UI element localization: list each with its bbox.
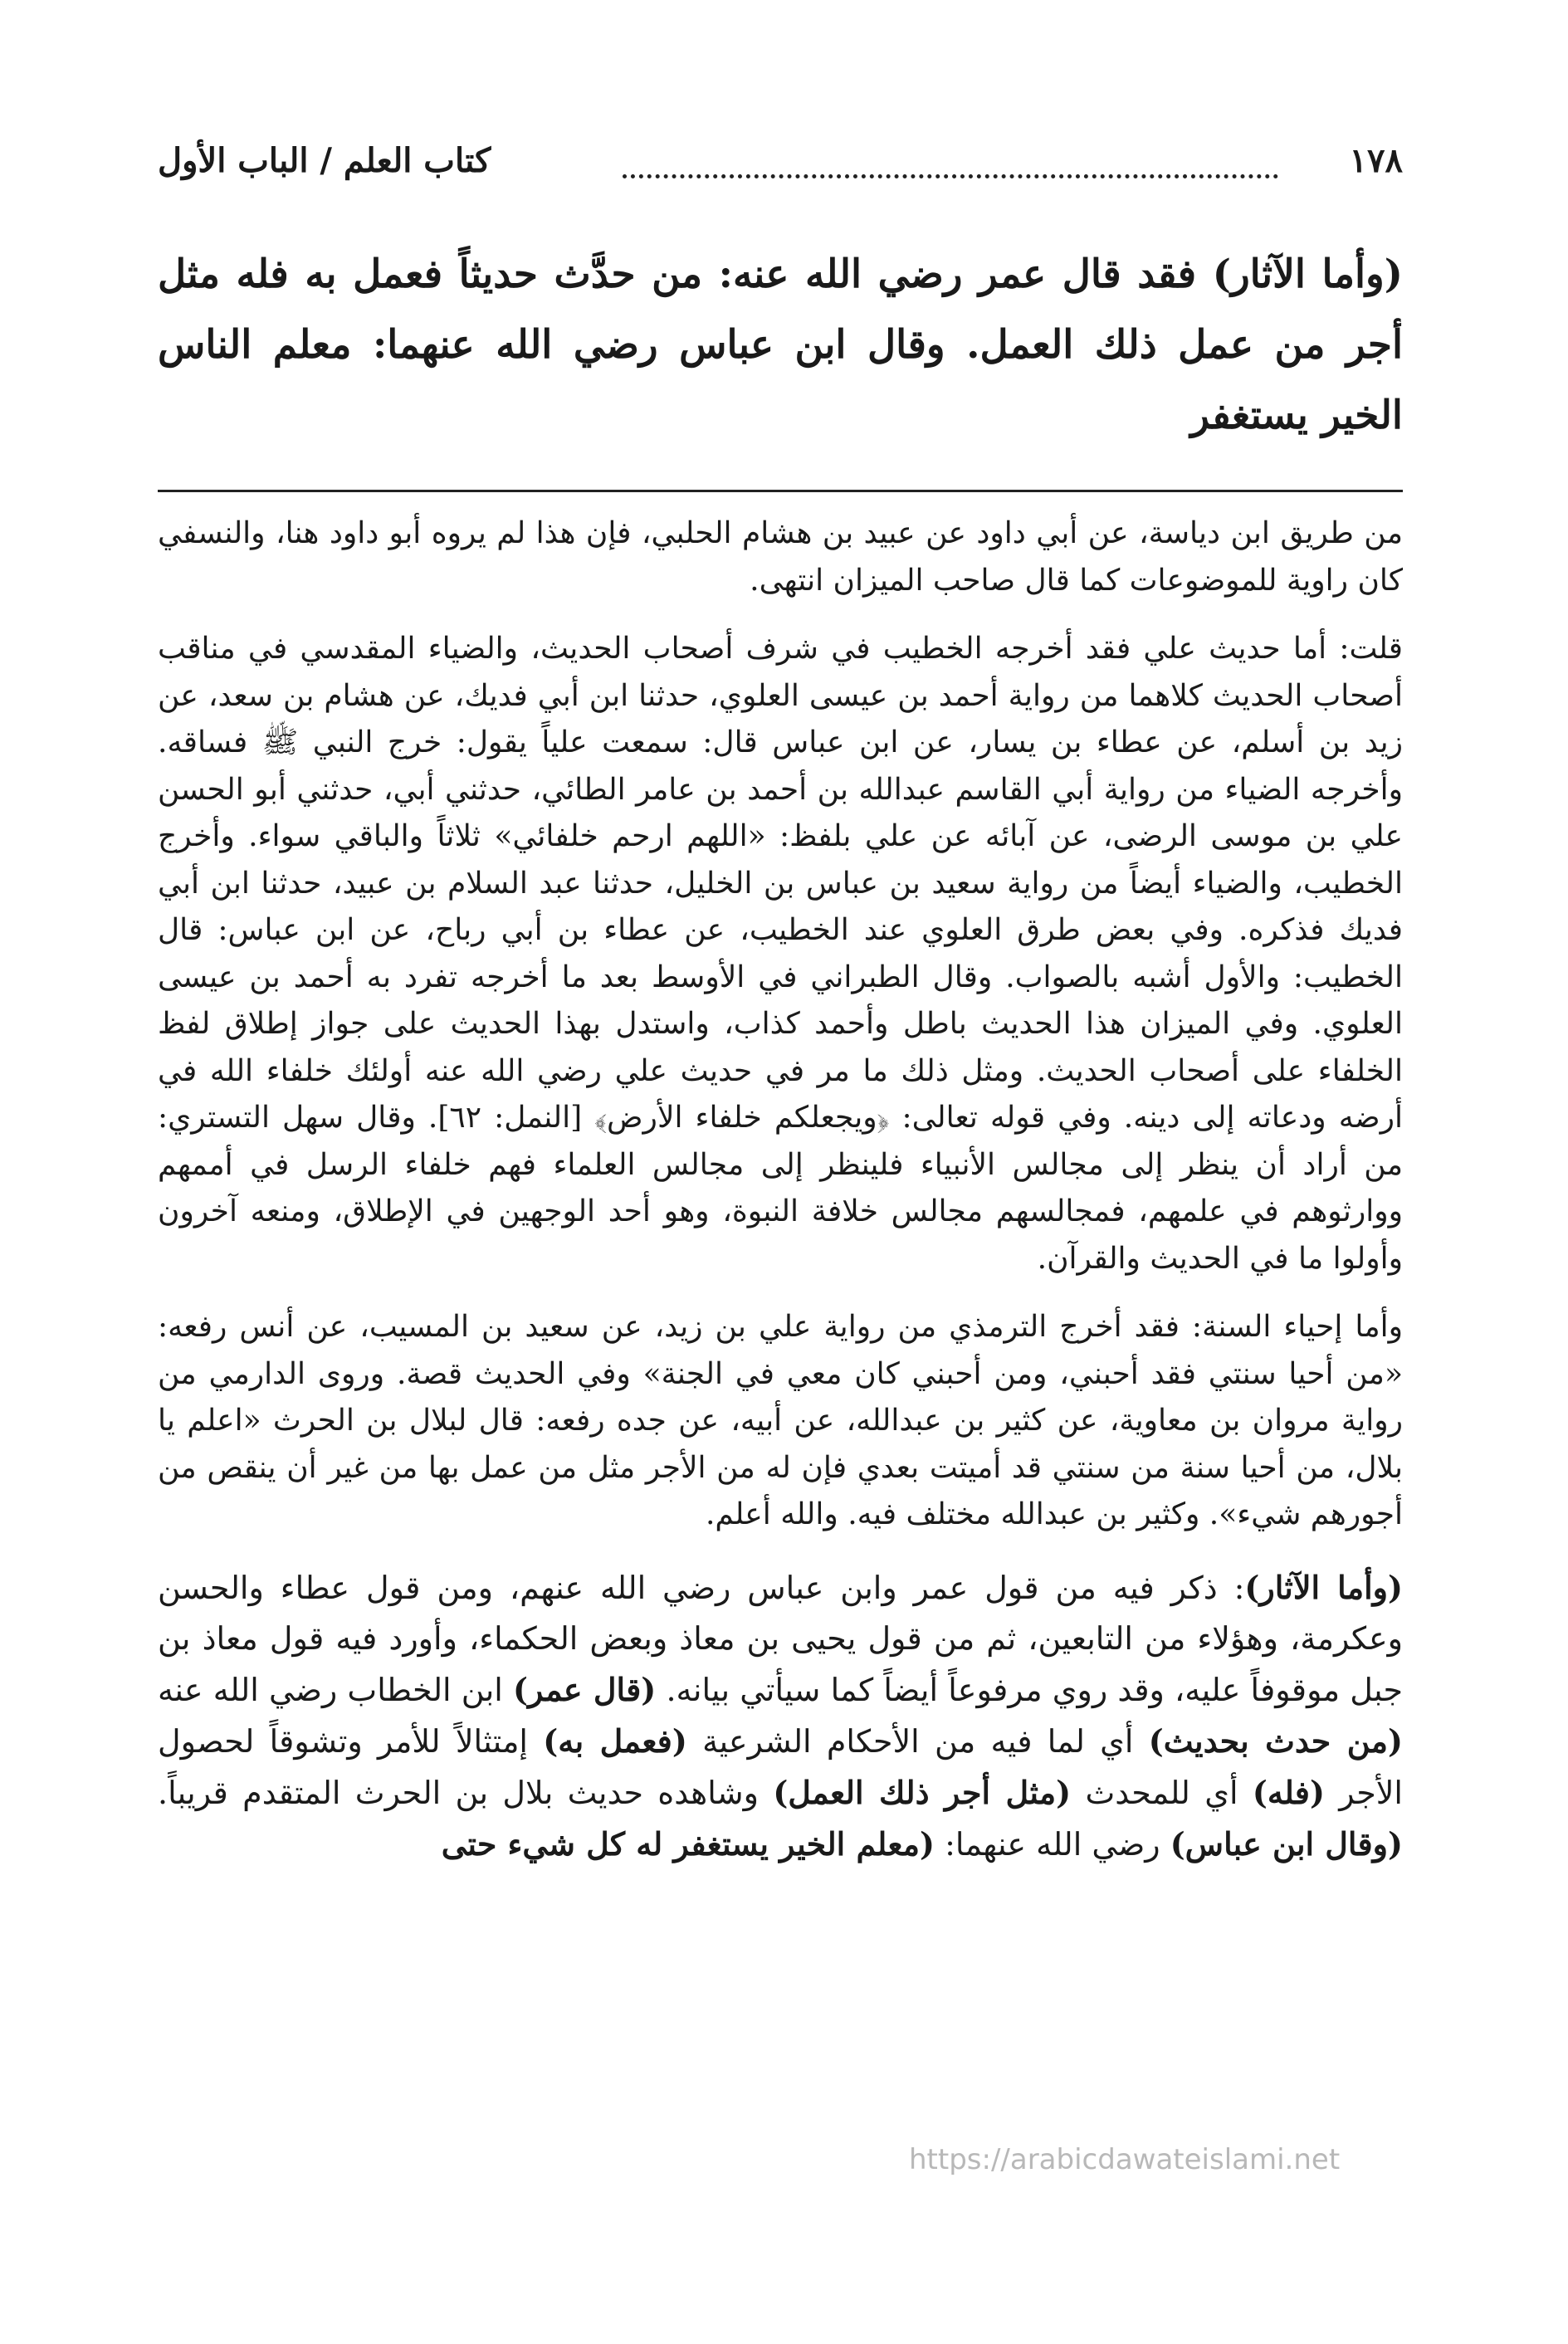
commentary-text: إمتثالاً للأمر وتشوقاً لحصول الأجر — [158, 1722, 1403, 1811]
commentary-lemma: (مثل أجر ذلك العمل) — [773, 1773, 1072, 1811]
commentary-lemma: (وقال ابن عباس) — [1170, 1824, 1403, 1863]
commentary-lemma: (من حدث بحديث) — [1148, 1721, 1403, 1760]
commentary-text: ابن الخطاب رضي الله عنه — [158, 1671, 514, 1708]
page-number: ١٧٨ — [1349, 141, 1403, 180]
watermark-url: https://arabicdawateislami.net — [909, 2143, 1341, 2176]
footnote-paragraph: وأما إحياء السنة: فقد أخرج الترمذي من رواية علي بن زيد، عن سعيد بن المسيب، عن أنس رفعه: «من أحيا سنتي فقد أحبني، ومن أحبني كان معي في الجنة» وفي الحديث قصة. وروى الدارمي من رواية مروان بن معاوية، عن كثير بن عبدالله، عن أبيه، عن جده رفعه: قال لبلال بن الحرث «اعلم يا بلال، من أحيا سنة من سنتي قد أميتت بعدي فإن له من الأجر مثل من عمل بها من غير أن ينقص من أجورهم شيء». وكثير بن عبدالله مختلف فيه. والله أعلم. — [158, 1310, 1403, 1531]
commentary-text: : ذكر فيه من قول عمر وابن عباس رضي الله عنهم، ومن قول عطاء والحسن وعكرمة، وهؤلاء من التابعين، ثم من قول يحيى بن معاذ وبعض الحكماء، وأورد فيه قول معاذ بن جبل موقوفاً عليه، وقد روي مرفوعاً أيضاً كما سيأتي بيانه. — [158, 1569, 1403, 1708]
footnote-paragraph: من طريق ابن دياسة، عن أبي داود عن عبيد بن هشام الحلبي، فإن هذا لم يروه أبو داود هنا، والنسفي كان راوية للموضوعات كما قال صاحب الميزان انتهى. — [158, 516, 1403, 598]
commentary-lemma: (فله) — [1252, 1773, 1325, 1811]
commentary-text: أي للمحدث — [1071, 1774, 1253, 1811]
book-page — [158, 141, 1403, 1902]
commentary-lemma: (وأما الآثار) — [1244, 1568, 1404, 1606]
commentary-text: أي لما فيه من الأحكام الشرعية — [686, 1722, 1149, 1760]
commentary-lemma: (فعمل به) — [543, 1721, 687, 1760]
separator-rule — [158, 490, 1403, 492]
footnote-paragraph: قلت: أما حديث علي فقد أخرجه الخطيب في شرف أصحاب الحديث، والضياء المقدسي في مناقب أصحاب الحديث كلاهما من رواية أحمد بن عيسى العلوي، حدثنا ابن أبي فديك، عن هشام بن سعد، عن زيد بن أسلم، عن عطاء بن يسار، عن ابن عباس قال: سمعت علياً يقول: خرج النبي ﷺ فساقه. وأخرجه الضياء من رواية أبي القاسم عبدالله بن أحمد بن عامر الطائي، حدثني أبي، حدثني أبو الحسن علي بن موسى الرضى، عن آبائه عن علي بلفظ: «اللهم ارحم خلفائي» ثلاثاً والباقي سواء. وأخرج الخطيب، والضياء أيضاً من رواية سعيد بن عباس بن الخليل، حدثنا عبد السلام بن عبيد، حدثنا ابن أبي فديك فذكره. وفي بعض طرق العلوي عند الخطيب، عن عطاء بن أبي رباح، عن ابن عباس: قال الخطيب: والأول أشبه بالصواب. وقال الطبراني في الأوسط بعد ما أخرجه تفرد به أحمد بن عيسى العلوي. وفي الميزان هذا الحديث باطل وأحمد كذاب، واستدل بهذا الحديث على جواز إطلاق لفظ الخلفاء على أصحاب الحديث. ومثل ذلك ما مر في حديث علي رضي الله عنه أولئك خلفاء الله في أرضه ودعاته إلى دينه. وفي قوله تعالى: ﴿ويجعلكم خلفاء الأرض﴾ [النمل: ٦٢]. وقال سهل التستري: من أراد أن ينظر إلى مجالس الأنبياء فلينظر إلى مجالس العلماء فهم خلفاء الرسل في أممهم ووارثوهم في علمهم، فمجالسهم مجالس خلافة النبوة، وهو أحد الوجهين في الإطلاق، ومنعه آخرون وأولوا ما في الحديث والقرآن. — [158, 632, 1403, 1276]
commentary-text: رضي الله عنهما: — [935, 1825, 1170, 1863]
main-text: (وأما الآثار) فقد قال عمر رضي الله عنه: من حدَّث حديثاً فعمل به فله مثل أجر من عمل ذلك العمل. وقال ابن عباس رضي الله عنهما: معلم الناس الخير يستغفر — [158, 251, 1403, 438]
header-dotted-leader — [623, 174, 1278, 178]
commentary-paragraph — [158, 1562, 1403, 1870]
commentary-lemma: (معلم الخير يستغفر له كل شيء حتى — [441, 1824, 935, 1863]
commentary-lemma: (قال عمر) — [513, 1670, 657, 1708]
running-title: كتاب العلم / الباب الأول — [158, 141, 491, 180]
commentary-text: وشاهده حديث بلال بن الحرث المتقدم قريباً. — [158, 1774, 774, 1811]
page-header — [158, 141, 1403, 199]
